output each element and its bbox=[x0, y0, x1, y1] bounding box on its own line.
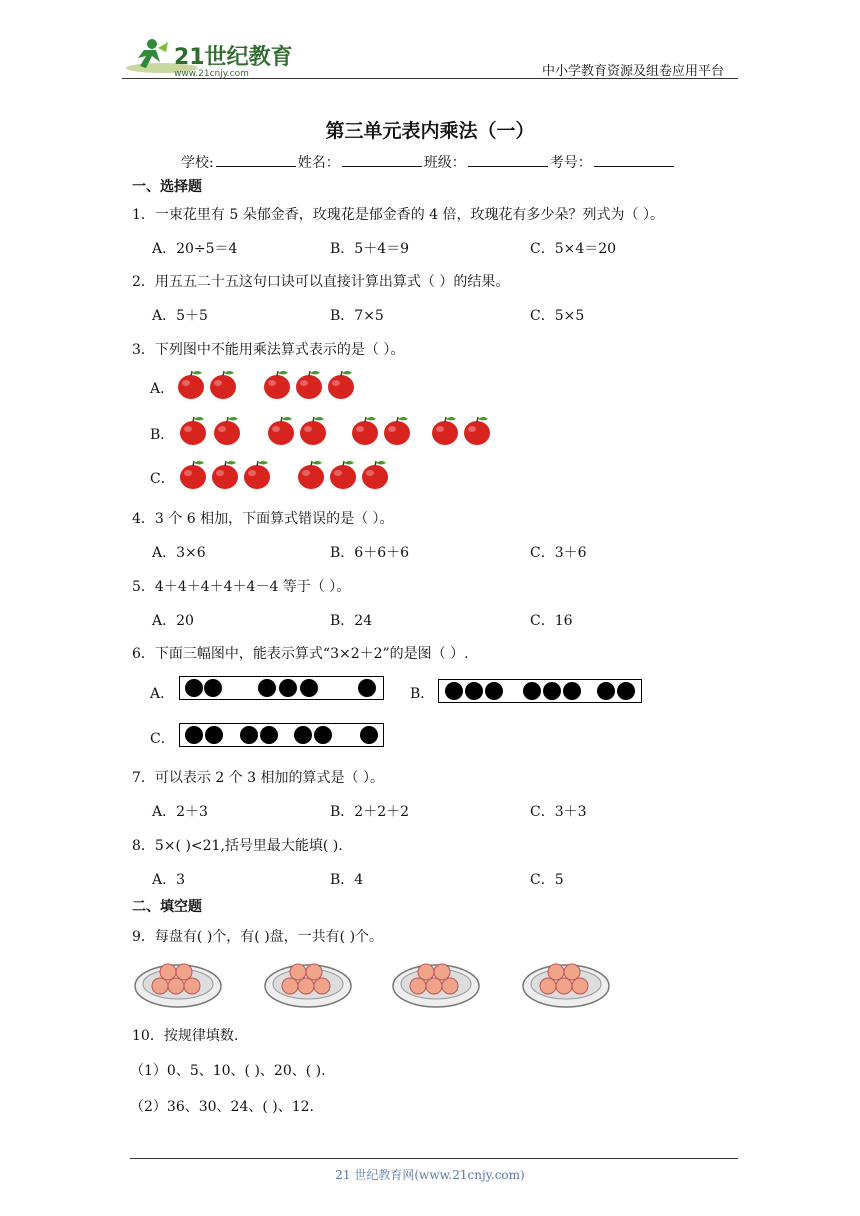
apple-icon bbox=[244, 461, 270, 489]
q10-part-2: （2）36、30、24、( )、12. bbox=[130, 1099, 314, 1115]
question-2: 2．用五五二十五这句口诀可以直接计算出算式（ ）的结果。 bbox=[132, 274, 510, 290]
header-slogan: 中小学教育资源及组卷应用平台 bbox=[541, 64, 724, 79]
apple-icon bbox=[384, 417, 410, 445]
q10-part-1: （1）0、5、10、( )、20、( ). bbox=[130, 1063, 326, 1079]
name-label: 姓名： bbox=[297, 155, 340, 171]
question-5: 5．4＋4＋4＋4＋4－4 等于（ ）。 bbox=[132, 579, 351, 595]
apple-icon bbox=[330, 461, 356, 489]
dot bbox=[185, 679, 203, 697]
q3-b-apples bbox=[180, 417, 490, 445]
question-4: 4．3 个 6 相加，下面算式错误的是（ ）。 bbox=[132, 511, 394, 527]
q3-option-c[interactable]: C． bbox=[150, 471, 175, 487]
apple-icon bbox=[268, 417, 294, 445]
q1-option-b[interactable]: B．5＋4＝9 bbox=[330, 241, 410, 257]
q7-option-b[interactable]: B．2＋2＋2 bbox=[330, 804, 410, 820]
dot bbox=[240, 726, 258, 744]
q3-c-apples bbox=[180, 461, 388, 489]
q3-option-a[interactable]: A． bbox=[150, 381, 175, 397]
dot bbox=[300, 679, 318, 697]
q7-option-a[interactable]: A．2＋3 bbox=[152, 804, 208, 820]
dot bbox=[445, 682, 463, 700]
apple-icon bbox=[180, 417, 206, 445]
dot bbox=[597, 682, 615, 700]
plate-icon bbox=[393, 964, 479, 1007]
plate-icon bbox=[265, 964, 351, 1007]
q3-option-b[interactable]: B． bbox=[150, 427, 175, 443]
q4-option-b[interactable]: B．6＋6＋6 bbox=[330, 545, 410, 561]
apple-icon bbox=[212, 461, 238, 489]
logo-url: www.21cnjy.com bbox=[174, 69, 249, 79]
q6-option-a[interactable]: A． bbox=[150, 686, 175, 702]
apple-icon bbox=[362, 461, 388, 489]
dot bbox=[204, 679, 222, 697]
apple-icon bbox=[296, 371, 322, 399]
q6-option-c[interactable]: C． bbox=[150, 731, 175, 747]
plate-icon bbox=[523, 964, 609, 1007]
apple-icon bbox=[214, 417, 240, 445]
q6-c-dot-box bbox=[179, 723, 384, 747]
q4-option-a[interactable]: A．3×6 bbox=[152, 545, 206, 561]
q7-option-c[interactable]: C．3＋3 bbox=[530, 804, 587, 820]
apple-icon bbox=[210, 371, 236, 399]
q6-option-b[interactable]: B． bbox=[410, 686, 435, 702]
dot bbox=[523, 682, 541, 700]
exam-no-label: 考号： bbox=[549, 155, 592, 171]
apple-icon bbox=[328, 371, 354, 399]
q5-option-b[interactable]: B．24 bbox=[330, 613, 373, 629]
dot bbox=[258, 679, 276, 697]
plate-icon bbox=[135, 964, 221, 1007]
q8-option-b[interactable]: B．4 bbox=[330, 872, 364, 888]
page-title: 第三单元表内乘法（一） bbox=[325, 120, 535, 142]
q5-option-c[interactable]: C．16 bbox=[530, 613, 573, 629]
apple-icon bbox=[264, 371, 290, 399]
dot bbox=[485, 682, 503, 700]
q4-option-c[interactable]: C．3＋6 bbox=[530, 545, 587, 561]
dot bbox=[185, 726, 203, 744]
dot bbox=[279, 679, 297, 697]
q3-a-apples bbox=[178, 371, 354, 399]
dot bbox=[543, 682, 561, 700]
q8-option-c[interactable]: C．5 bbox=[530, 872, 564, 888]
question-7: 7．可以表示 2 个 3 相加的算式是（ ）。 bbox=[132, 770, 384, 786]
section-choice-title: 一、选择题 bbox=[132, 179, 202, 195]
q6-a-dot-box bbox=[179, 676, 384, 700]
question-10: 10．按规律填数. bbox=[132, 1028, 239, 1044]
school-label: 学校: bbox=[181, 155, 214, 171]
apple-icon bbox=[352, 417, 378, 445]
apple-icon bbox=[464, 417, 490, 445]
q9-plates-picture bbox=[0, 950, 860, 1012]
q8-option-a[interactable]: A．3 bbox=[152, 872, 186, 888]
q2-option-c[interactable]: C．5×5 bbox=[530, 308, 585, 324]
q1-option-a[interactable]: A．20÷5＝4 bbox=[152, 241, 238, 257]
question-6: 6．下面三幅图中，能表示算式“3×2＋2”的是图（ ）. bbox=[132, 646, 469, 662]
dot bbox=[205, 726, 223, 744]
dot bbox=[358, 679, 376, 697]
question-1: 1．一束花里有 5 朵郁金香，玫瑰花是郁金香的 4 倍，玫瑰花有多少朵？列式为（ ）。 bbox=[132, 207, 664, 223]
dot bbox=[360, 726, 378, 744]
question-3: 3．下列图中不能用乘法算式表示的是（ ）。 bbox=[132, 342, 405, 358]
q2-option-b[interactable]: B．7×5 bbox=[330, 308, 384, 324]
dot bbox=[294, 726, 312, 744]
q5-option-a[interactable]: A．20 bbox=[152, 613, 194, 629]
q2-option-a[interactable]: A．5＋5 bbox=[152, 308, 208, 324]
footer-text[interactable]: 21 世纪教育网(www.21cnjy.com) bbox=[335, 1168, 525, 1182]
class-label: 班级： bbox=[423, 155, 466, 171]
dot bbox=[260, 726, 278, 744]
section-fill-title: 二、填空题 bbox=[132, 899, 202, 915]
apple-icon bbox=[180, 461, 206, 489]
dot bbox=[563, 682, 581, 700]
q1-option-c[interactable]: C．5×4＝20 bbox=[530, 241, 617, 257]
q6-b-dot-box bbox=[438, 679, 642, 703]
apple-icon bbox=[300, 417, 326, 445]
dot bbox=[314, 726, 332, 744]
apple-icon bbox=[178, 371, 204, 399]
dot bbox=[617, 682, 635, 700]
footer-divider bbox=[130, 1158, 738, 1159]
apple-icon bbox=[298, 461, 324, 489]
dot bbox=[465, 682, 483, 700]
logo-text: 21世纪教育 bbox=[174, 45, 292, 70]
question-9: 9．每盘有( )个，有( )盘，一共有( )个。 bbox=[132, 929, 384, 945]
apple-icon bbox=[432, 417, 458, 445]
question-8: 8．5×( )<21,括号里最大能填( ). bbox=[132, 838, 343, 854]
